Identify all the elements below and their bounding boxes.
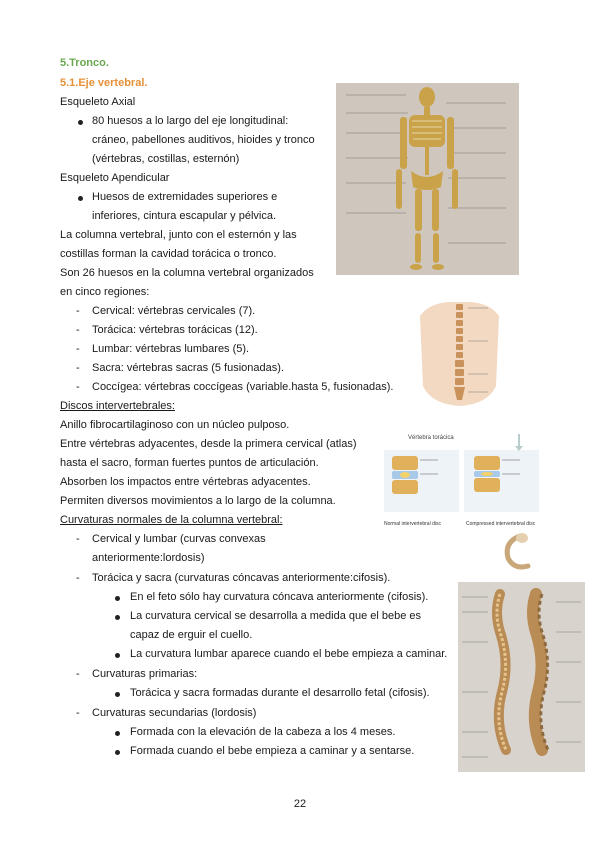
- skeleton-figure: [336, 83, 519, 275]
- curvatura-item: Curvaturas primarias:: [92, 668, 198, 680]
- curvatura-subitem: Formada cuando el bebe empieza a caminar y a sentarse.: [130, 745, 415, 757]
- apendicular-title: Esqueleto Apendicular: [60, 172, 170, 184]
- region-item: Lumbar: vértebras lumbares (5).: [92, 343, 250, 355]
- region-item: Coccígea: vértebras coccígeas (variable.hasta 5, fusionadas).: [92, 381, 394, 393]
- section-heading: 5.Tronco.: [60, 57, 109, 69]
- discos-line: Absorben los impactos entre vértebras adyacentes.: [60, 476, 311, 488]
- dash-marker: -: [76, 668, 80, 680]
- discos-line: hasta el sacro, forman fuertes puntos de articulación.: [60, 457, 319, 469]
- region-item: Cervical: vértebras cervicales (7).: [92, 305, 256, 317]
- bullet-icon: [115, 731, 120, 736]
- subsection-heading: 5.1.Eje vertebral.: [60, 77, 148, 89]
- bullet-icon: [115, 692, 120, 697]
- axial-line: 80 huesos a lo largo del eje longitudinal:: [92, 115, 289, 127]
- dash-marker: -: [76, 381, 80, 393]
- dash-marker: -: [76, 533, 80, 545]
- dash-marker: -: [76, 572, 80, 584]
- dash-marker: -: [76, 324, 80, 336]
- apendicular-line: inferiores, cintura escapular y pélvica.: [92, 210, 277, 222]
- vertebral-column-figure: [458, 582, 585, 772]
- apendicular-line: Huesos de extremidades superiores e: [92, 191, 278, 203]
- bullet-icon: [78, 120, 83, 125]
- bullet-icon: [115, 615, 120, 620]
- disc-figure: [378, 430, 543, 530]
- bullet-icon: [115, 596, 120, 601]
- curvatura-subitem: Formada con la elevación de la cabeza a los 4 meses.: [130, 726, 396, 738]
- region-item: Torácica: vértebras torácicas (12).: [92, 324, 258, 336]
- curvatura-item: Torácica y sacra (curvaturas cóncavas anteriormente:cifosis).: [92, 572, 391, 584]
- disc-caption: Vértebra torácica: [408, 435, 454, 441]
- curvatura-item: Curvaturas secundarias (lordosis): [92, 707, 257, 719]
- bullet-icon: [115, 653, 120, 658]
- page-number: 22: [293, 798, 307, 810]
- curvaturas-title: Curvaturas normales de la columna vertebral:: [60, 514, 283, 526]
- bullet-icon: [78, 196, 83, 201]
- dash-marker: -: [76, 343, 80, 355]
- axial-line: cráneo, pabellones auditivos, hioides y tronco: [92, 134, 315, 146]
- axial-title: Esqueleto Axial: [60, 96, 136, 108]
- paragraph-line: en cinco regiones:: [60, 286, 150, 298]
- curvatura-subitem: capaz de erguir el cuello.: [130, 629, 253, 641]
- spine-back-figure: [408, 296, 511, 407]
- fetus-curve-figure: [500, 532, 534, 572]
- discos-title: Discos intervertebrales:: [60, 400, 175, 412]
- paragraph-line: costillas forman la cavidad torácica o tronco.: [60, 248, 277, 260]
- bullet-icon: [115, 750, 120, 755]
- curvatura-item: Cervical y lumbar (curvas convexas: [92, 533, 266, 545]
- axial-line: (vértebras, costillas, esternón): [92, 153, 240, 165]
- curvatura-subitem: Torácica y sacra formadas durante el desarrollo fetal (cifosis).: [130, 687, 430, 699]
- disc-label-right: Compressed intervertebral disc: [466, 521, 536, 527]
- curvatura-subitem: La curvatura lumbar aparece cuando el bebe empieza a caminar.: [130, 648, 448, 660]
- paragraph-line: Son 26 huesos en la columna vertebral organizados: [60, 267, 314, 279]
- curvatura-subitem: La curvatura cervical se desarrolla a medida que el bebe es: [130, 610, 422, 622]
- disc-label-left: Normal intervertebral disc: [384, 521, 441, 527]
- dash-marker: -: [76, 707, 80, 719]
- discos-line: Anillo fibrocartilaginoso con un núcleo pulposo.: [60, 419, 290, 431]
- region-item: Sacra: vértebras sacras (5 fusionadas).: [92, 362, 284, 374]
- curvatura-item: anteriormente:lordosis): [92, 552, 205, 564]
- discos-line: Entre vértebras adyacentes, desde la primera cervical (atlas): [60, 438, 357, 450]
- dash-marker: -: [76, 362, 80, 374]
- paragraph-line: La columna vertebral, junto con el esternón y las: [60, 229, 297, 241]
- curvatura-subitem: En el feto sólo hay curvatura cóncava anteriormente (cifosis).: [130, 591, 429, 603]
- dash-marker: -: [76, 305, 80, 317]
- discos-line: Permiten diversos movimientos a lo largo de la columna.: [60, 495, 336, 507]
